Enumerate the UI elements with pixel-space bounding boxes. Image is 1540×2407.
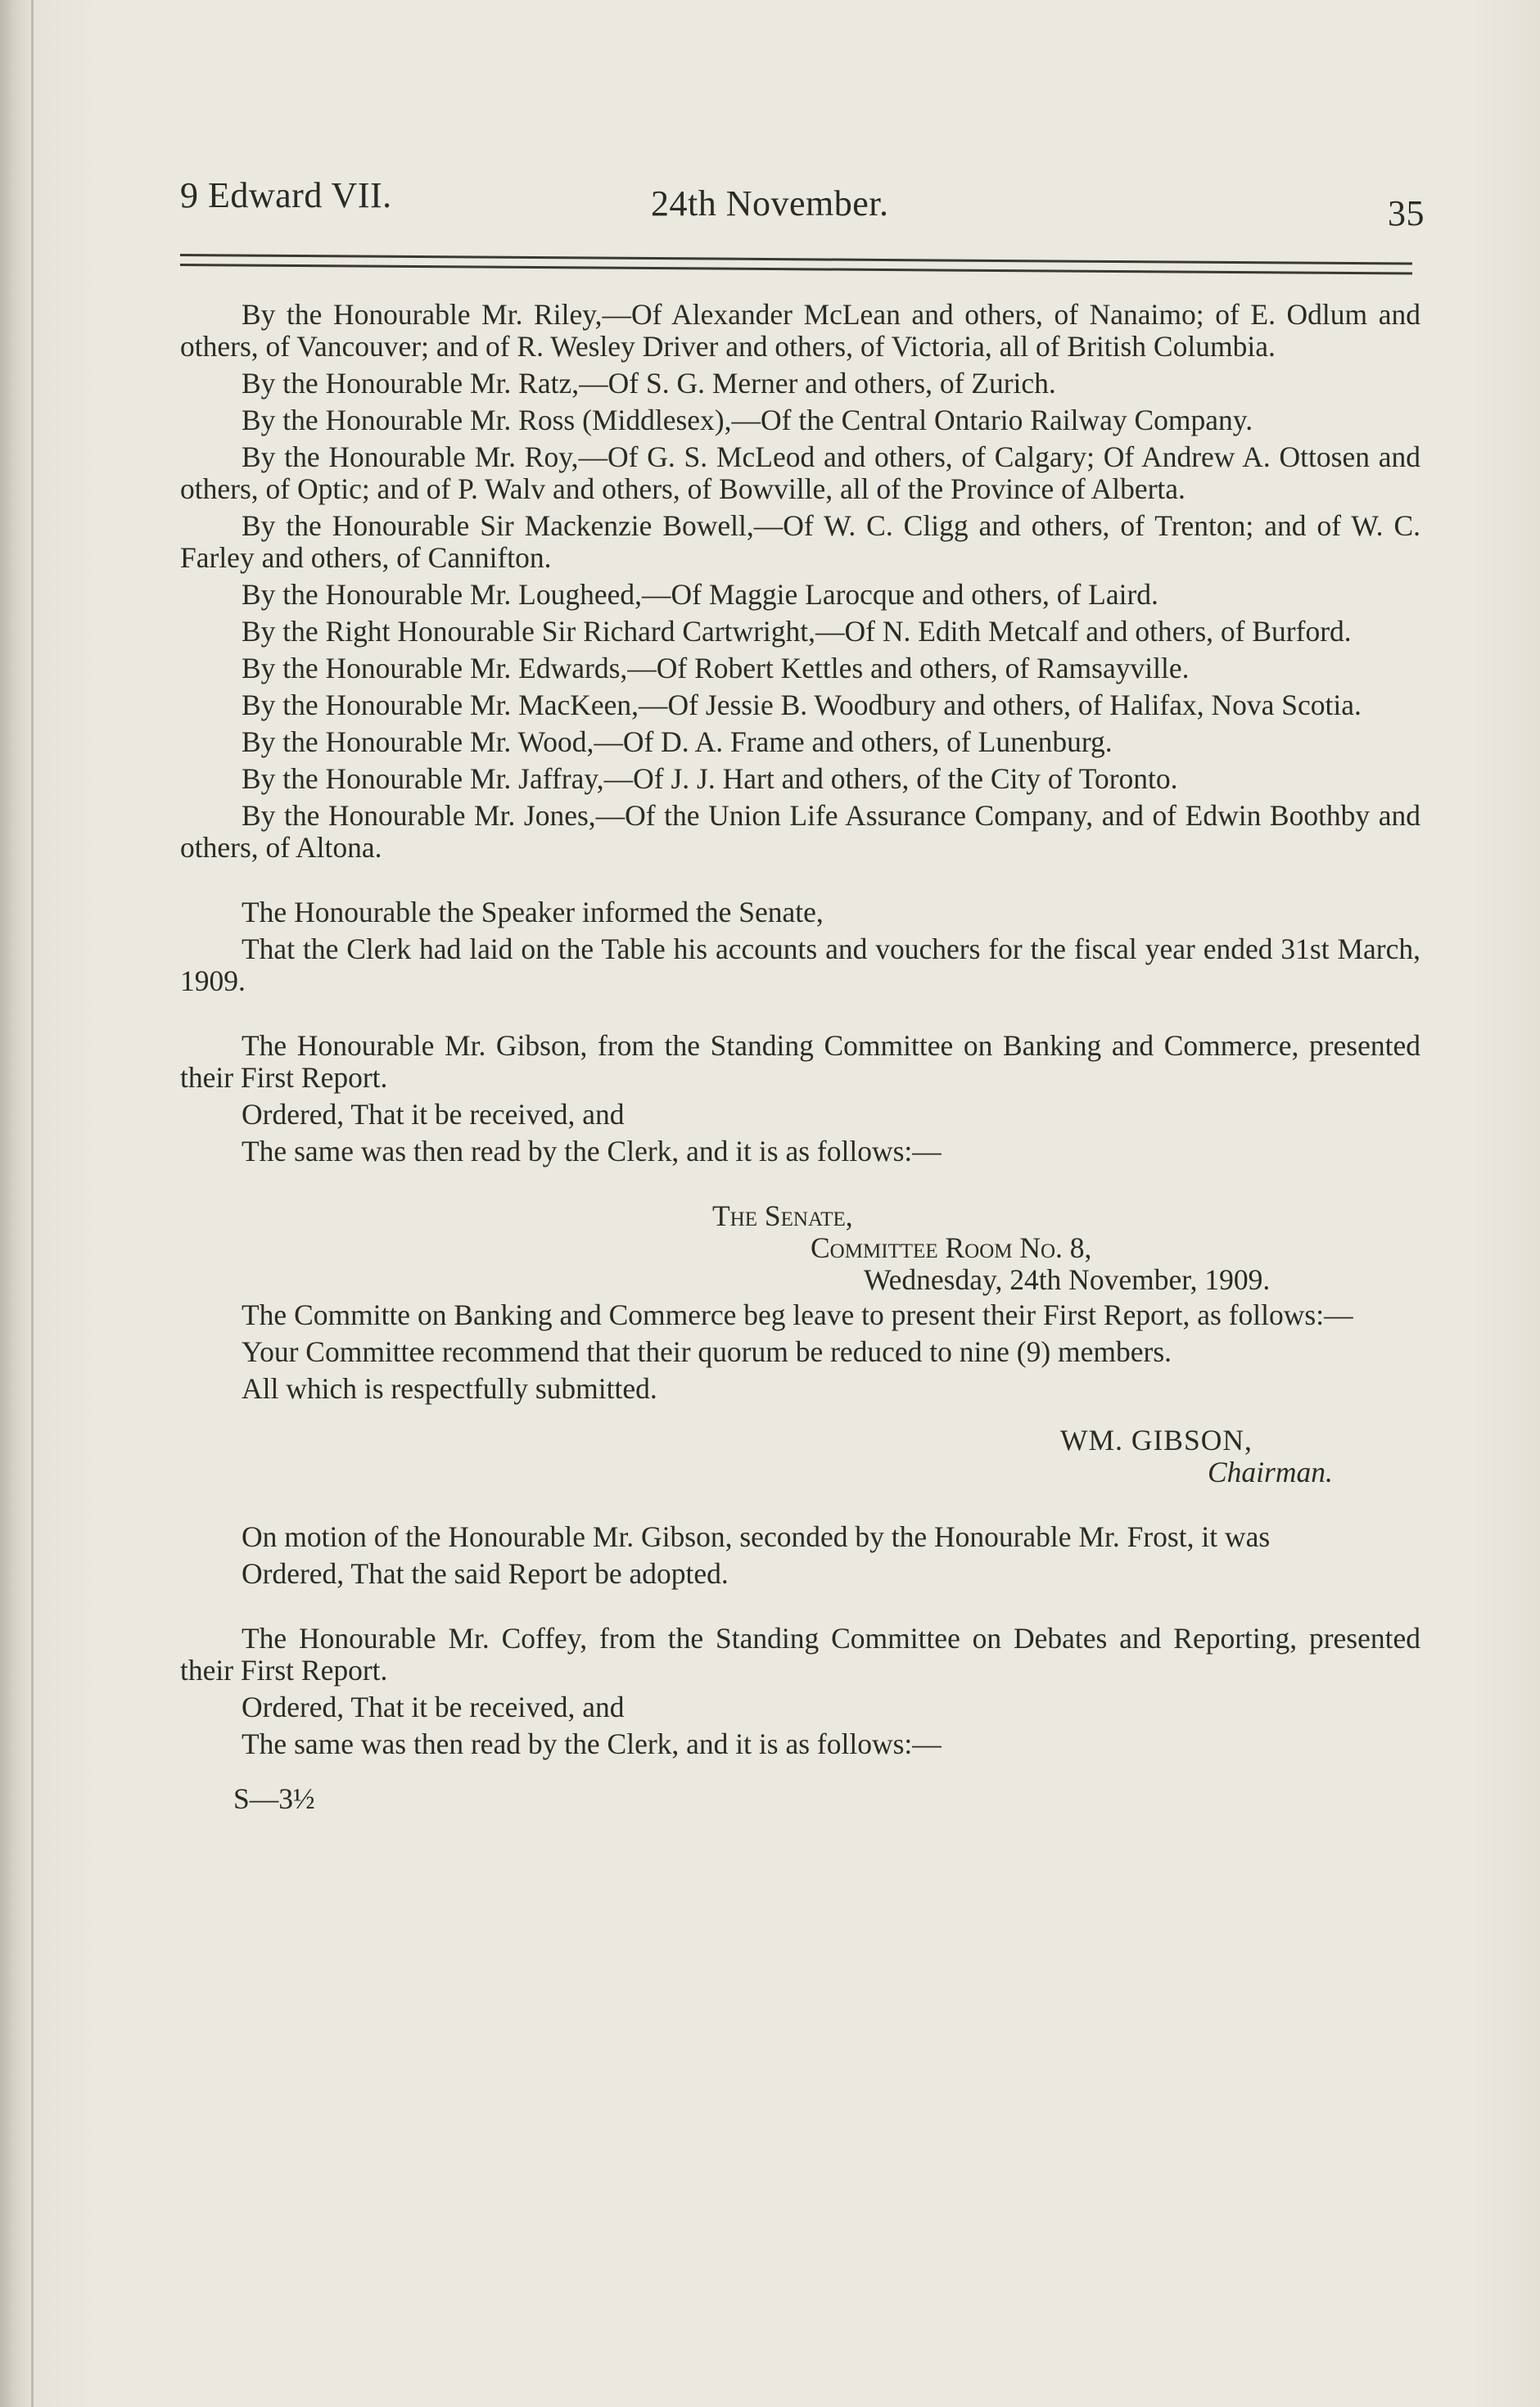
petition-paragraph: By the Honourable Mr. Jaffray,—Of J. J. Hart and others, of the City of Toronto. (242, 762, 1178, 795)
page-number: 35 (1388, 193, 1425, 233)
banking-committee-intro: The Honourable Mr. Gibson, from the Standing Committee on Banking and Commerce, presented their First Report. (180, 1029, 1420, 1094)
header-date: 24th November. (651, 183, 889, 224)
petition-paragraph: By the Honourable Mr. MacKeen,—Of Jessie B. Woodbury and others, of Halifax, Nova Scotia. (242, 689, 1362, 721)
journal-body (180, 299, 1420, 1815)
petition-paragraph: By the Honourable Mr. Roy,—Of G. S. McLeod and others, of Calgary; Of Andrew A. Ottosen and others, of Optic; and of P. Walv and others, of Bowville, all of the Province of Alberta. (180, 440, 1420, 505)
report-text: The Committe on Banking and Commerce beg leave to present their First Report, as follows:— (242, 1298, 1353, 1331)
header-rule-bottom (180, 264, 1412, 275)
report-text: All which is respectfully submitted. (242, 1372, 657, 1405)
motion-text: On motion of the Honourable Mr. Gibson, seconded by the Honourable Mr. Frost, it was (242, 1520, 1271, 1553)
speaker-statement-detail: That the Clerk had laid on the Table his accounts and vouchers for the fiscal year ended 31st March, 1909. (180, 933, 1420, 997)
debates-read: The same was then read by the Clerk, and it is as follows:— (242, 1727, 942, 1760)
report-heading-date: Wednesday, 24th November, 1909. (864, 1263, 1271, 1296)
regnal-year: 9 Edward VII. (180, 175, 392, 215)
petition-paragraph: By the Honourable Mr. Wood,—Of D. A. Frame and others, of Lunenburg. (242, 725, 1113, 758)
report-signature: WM. GIBSON, (1060, 1424, 1253, 1456)
report-signature-title: Chairman. (1208, 1456, 1333, 1488)
report-heading-room: Committee Room No. 8, (811, 1231, 1092, 1264)
speaker-statement: The Honourable the Speaker informed the Senate, (242, 896, 824, 928)
header-rule-top (180, 254, 1412, 265)
petition-paragraph: By the Honourable Mr. Edwards,—Of Robert Kettles and others, of Ramsayville. (242, 652, 1190, 684)
petition-paragraph: By the Right Honourable Sir Richard Cartwright,—Of N. Edith Metcalf and others, of Burford. (242, 615, 1352, 648)
signature-mark: S—3½ (233, 1782, 315, 1815)
banking-ordered: Ordered, That it be received, and (242, 1098, 625, 1131)
petition-paragraph: By the Honourable Mr. Lougheed,—Of Maggie Larocque and others, of Laird. (242, 578, 1158, 611)
motion-ordered: Ordered, That the said Report be adopted. (242, 1557, 729, 1590)
running-header (180, 168, 1425, 233)
report-text: Your Committee recommend that their quorum be reduced to nine (9) members. (242, 1335, 1172, 1368)
petition-paragraph: By the Honourable Mr. Jones,—Of the Union Life Assurance Company, and of Edwin Boothby and others, of Altona. (180, 799, 1420, 864)
report-heading-senate: The Senate, (712, 1199, 853, 1232)
banking-read: The same was then read by the Clerk, and it is as follows:— (242, 1135, 942, 1167)
debates-ordered: Ordered, That it be received, and (242, 1691, 625, 1723)
petition-paragraph: By the Honourable Mr. Riley,—Of Alexander McLean and others, of Nanaimo; of E. Odlum and others, of Vancouver; and of R. Wesley Driver and others, of Victoria, all of British Columbia. (180, 298, 1420, 363)
petition-paragraph: By the Honourable Mr. Ratz,—Of S. G. Merner and others, of Zurich. (242, 367, 1056, 400)
petition-paragraph: By the Honourable Mr. Ross (Middlesex),—Of the Central Ontario Railway Company. (242, 404, 1253, 436)
debates-committee-intro: The Honourable Mr. Coffey, from the Standing Committee on Debates and Reporting, presented their First Report. (180, 1622, 1420, 1687)
petition-paragraph: By the Honourable Sir Mackenzie Bowell,—Of W. C. Cligg and others, of Trenton; and of W. C. Farley and others, of Cannifton. (180, 509, 1420, 574)
binding-shadow (31, 0, 34, 2407)
